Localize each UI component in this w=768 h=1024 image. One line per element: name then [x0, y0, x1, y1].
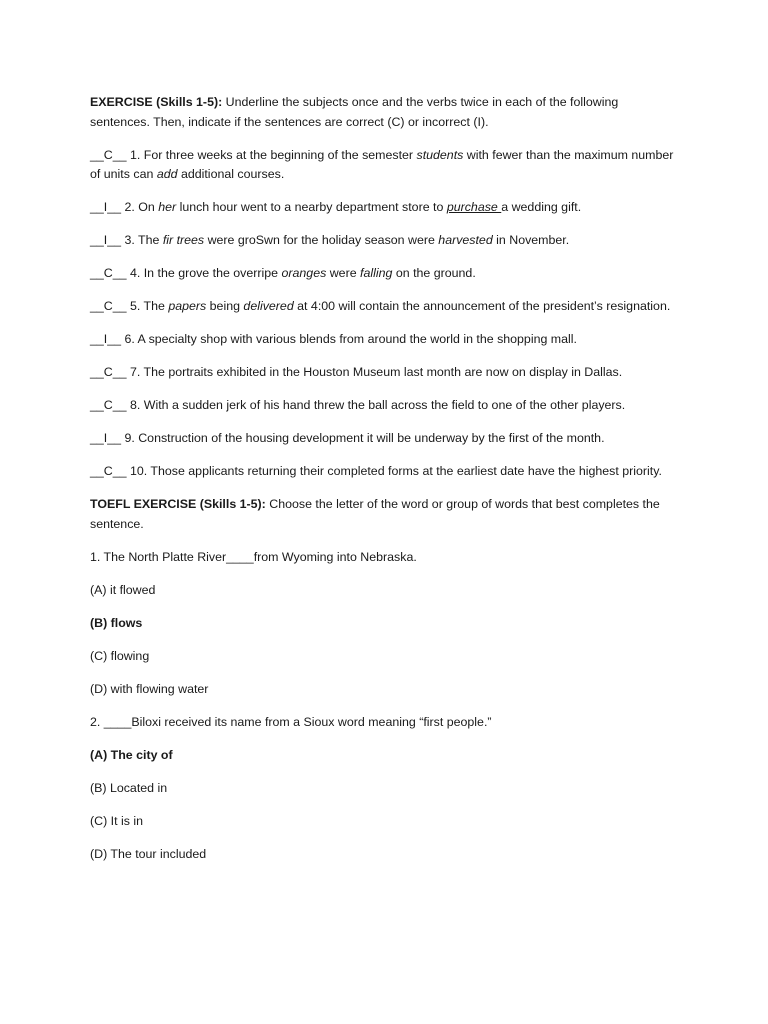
sentence-text: additional courses.: [177, 167, 285, 181]
answer-option: (A) it flowed: [90, 582, 156, 597]
sentence-text: 7. The portraits exhibited in the Houston Museum last month are now on display in Dallas.: [129, 365, 623, 379]
exercise-item: [90, 146, 680, 185]
marked-word: papers: [168, 299, 207, 313]
answer-option-correct: (A) The city of: [90, 747, 173, 762]
exercise-items: [90, 146, 680, 482]
exercise-item: [90, 198, 680, 218]
sentence-text: at 4:00 will contain the announcement of the president’s resignation.: [293, 299, 671, 313]
question-stem: 2. ____Biloxi received its name from a Sioux word meaning “first people.”: [90, 714, 492, 729]
marked-word: students: [416, 147, 464, 162]
answer-option: (C) flowing: [90, 648, 150, 663]
document-page: [90, 93, 680, 878]
sentence-text: were groSwn for the holiday season were: [204, 233, 439, 247]
sentence-text: 5. The: [129, 299, 169, 313]
exercise-item: [90, 429, 680, 449]
sentence-text: on the ground.: [392, 266, 476, 280]
exercise-instruction: Underline the subjects once and the verbs twice in each of the following sentences. Then, indicate if the sentences are correct (C) or incorrect (I).: [90, 95, 619, 129]
marked-word: falling: [360, 266, 393, 280]
answer-blank: __I__: [90, 233, 125, 247]
answer-option: (C) It is in: [90, 813, 144, 828]
marked-word: add: [156, 167, 178, 181]
answer-blank: __C__: [90, 365, 130, 379]
sentence-text: in November.: [492, 233, 570, 247]
marked-word: delivered: [243, 299, 294, 313]
answer-blank: __C__: [90, 266, 130, 280]
sentence-text: being: [206, 299, 244, 313]
answer-option-correct: (B) flows: [90, 615, 143, 630]
marked-word: her: [158, 200, 177, 214]
answer-option: (D) with flowing water: [90, 681, 209, 696]
answer-blank: __I__: [90, 431, 125, 445]
toefl-questions: [90, 548, 680, 865]
sentence-text: 2. On: [124, 200, 159, 214]
marked-word: oranges: [281, 266, 327, 280]
exercise-item: [90, 330, 680, 350]
exercise-heading: EXERCISE (Skills 1-5):: [90, 95, 223, 109]
answer-blank: __I__: [90, 200, 125, 214]
sentence-text: lunch hour went to a nearby department store to: [176, 200, 447, 214]
exercise-item: [90, 264, 680, 284]
answer-option: (B) Located in: [90, 780, 168, 795]
toefl-instruction: Choose the letter of the word or group of words that best completes the sentence.: [90, 497, 660, 531]
answer-blank: __C__: [90, 147, 130, 162]
exercise-item: [90, 231, 680, 251]
exercise-intro: [90, 93, 680, 132]
answer-blank: __C__: [90, 299, 130, 313]
exercise-item: [90, 297, 680, 317]
marked-word: fir trees: [162, 233, 205, 247]
sentence-text: with fewer than the maximum number of units can: [90, 147, 674, 181]
sentence-text: 9. Construction of the housing development it will be underway by the first of the month.: [124, 431, 605, 445]
sentence-text: 8. With a sudden jerk of his hand threw the ball across the field to one of the other players.: [129, 398, 626, 412]
toefl-heading: TOEFL EXERCISE (Skills 1-5):: [90, 497, 266, 511]
sentence-text: a wedding gift.: [501, 200, 582, 214]
sentence-text: were: [326, 266, 361, 280]
question-stem: 1. The North Platte River____from Wyoming into Nebraska.: [90, 549, 417, 564]
sentence-text: 10. Those applicants returning their completed forms at the earliest date have the highest priority.: [129, 464, 662, 478]
sentence-text: 1. For three weeks at the beginning of the semester: [129, 147, 417, 162]
sentence-text: 6. A specialty shop with various blends from around the world in the shopping mall.: [124, 332, 577, 346]
marked-word: harvested: [438, 233, 493, 247]
marked-word: purchase: [446, 200, 502, 214]
answer-blank: __I__: [90, 332, 125, 346]
exercise-item: [90, 462, 680, 482]
answer-blank: __C__: [90, 464, 130, 478]
answer-blank: __C__: [90, 398, 130, 412]
sentence-text: 4. In the grove the overripe: [129, 266, 282, 280]
answer-option: (D) The tour included: [90, 846, 207, 861]
toefl-intro: [90, 495, 680, 534]
exercise-item: [90, 396, 680, 416]
exercise-item: [90, 363, 680, 383]
sentence-text: 3. The: [124, 233, 163, 247]
